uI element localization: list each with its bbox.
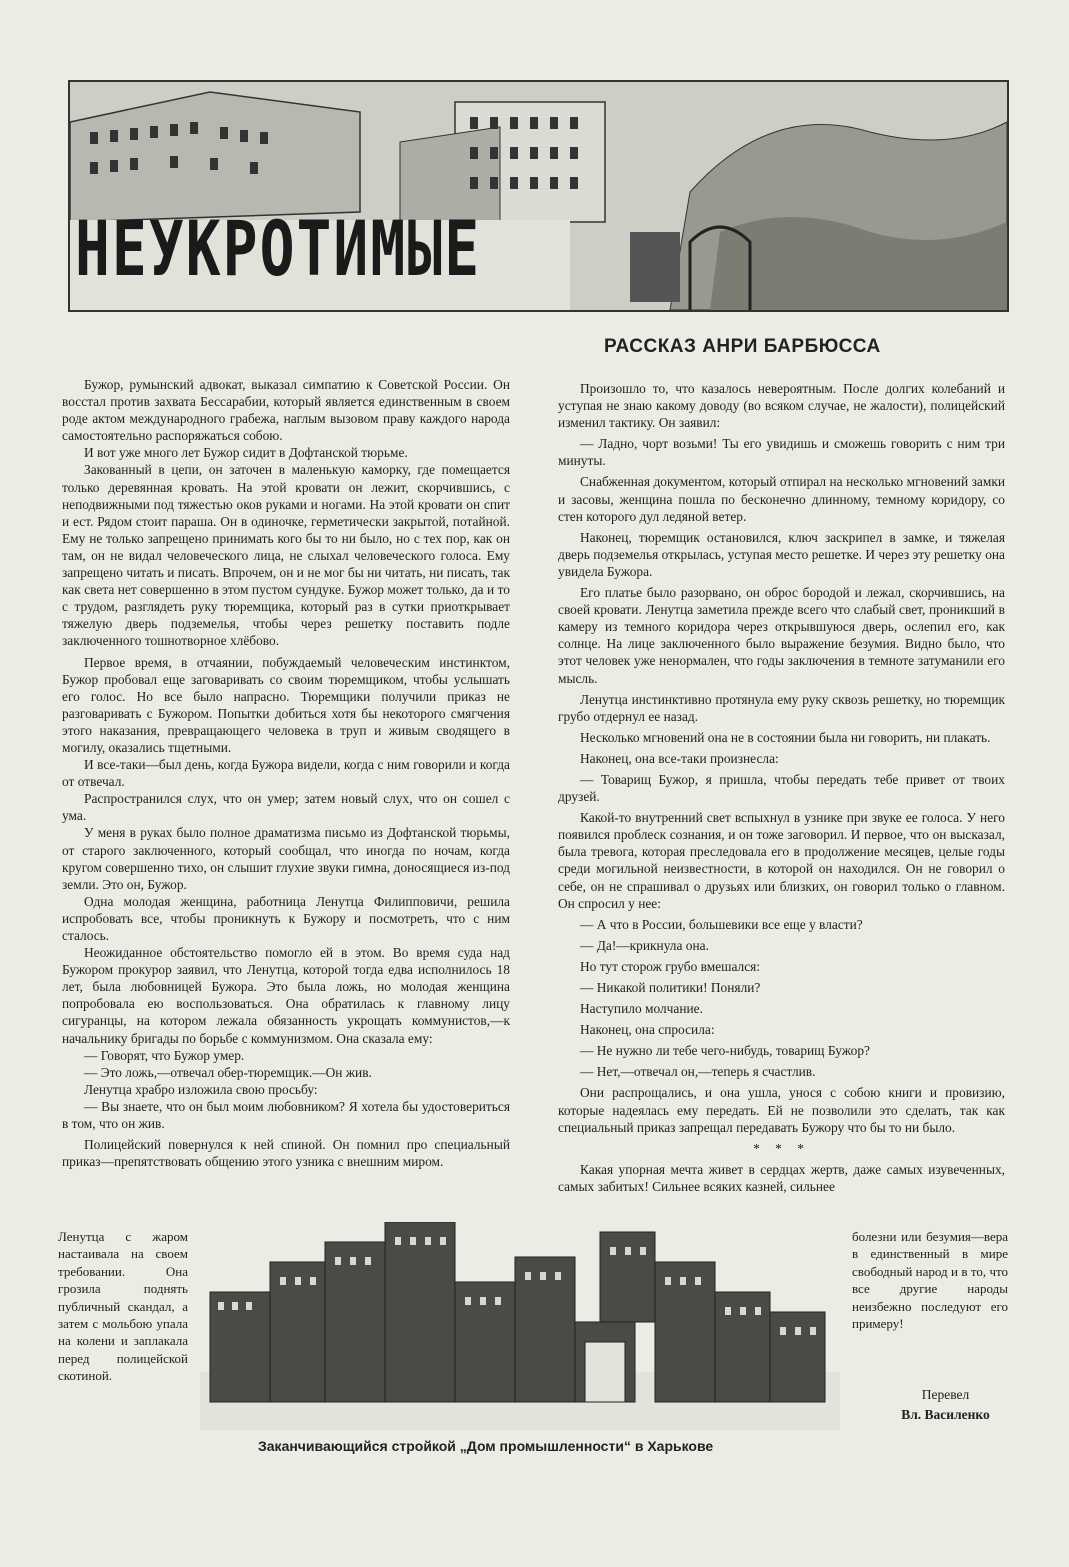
paragraph: Ленутца инстинктивно протянула ему руку сквозь решетку, но тюремщик грубо отдернул ее назад. xyxy=(558,691,1005,724)
paragraph: Его платье было разорвано, он оброс бородой и лежал, скорчившись, на своей кровати. Ленутца заметила прежде всего что слабый свет, проникший в камеру из темного коридора через открывшуюся дверь, ослепил его, как солнце. На лице заключенного было выражение безумия. Видно было, что этот человек уже ненормален, что годы заключения в темноте затуманили его мысль. xyxy=(558,585,1005,686)
paragraph: И вот уже много лет Бужор сидит в Дофтанской тюрьме. xyxy=(84,445,408,461)
building-illustration xyxy=(200,1222,840,1430)
translator-credit xyxy=(888,1385,1003,1425)
paragraph: Произошло то, что казалось невероятным. После долгих колебаний и уступая не знаю какому доводу (во всяком случае, не жалости), полицейский изменил тактику. Он заявил: xyxy=(558,381,1005,431)
paragraph: — Да!—крикнула она. xyxy=(580,937,709,953)
paragraph: — Товарищ Бужор, я пришла, чтобы передать тебе привет от твоих друзей. xyxy=(558,771,1005,805)
paragraph: Несколько мгновений она не в состоянии была ни говорить, ни плакать. xyxy=(580,729,991,745)
paragraph: Наконец, она все-таки произнесла: xyxy=(580,750,779,766)
paragraph: У меня в руках было полное драматизма письмо из Дофтанской тюрьмы, от старого заключенного, который сообщал, что иногда по ночам, когда кругом совершенно тихо, он слышит глухие звуки гимна, доносящиеся из-под земли. Это он, Бужор. xyxy=(62,825,510,892)
building-drawing xyxy=(200,1222,840,1430)
title-art: НЕУКРОТИМЫЕ xyxy=(75,205,482,294)
paragraph: Первое время, в отчаянии, побуждаемый человеческим инстинктом, Бужор пробовал еще заговаривать со своим тюремщиком, чтобы услышать его голос. Но все было напрасно. Тюремщики получили приказ не разговаривать с Бужором. Попытки добиться хотя бы некоторого смягчения этого наказания, превращающего человека в труп и живым сводящего в могилу, оказались тщетными. xyxy=(62,654,510,755)
right-column xyxy=(558,380,1005,1195)
paragraph: — Нет,—отвечал он,—теперь я счастлив. xyxy=(580,1064,816,1080)
paragraph: Наконец, она спросила: xyxy=(580,1022,715,1038)
paragraph: — Не нужно ли тебе чего-нибудь, товарищ Бужор? xyxy=(580,1043,870,1059)
paragraph: Закованный в цепи, он заточен в маленькую каморку, где помещается только деревянная кровать. На этой кровати он лежит, скорчившись, с неподвижными под тяжестью оков руками и ногами. На этой кровати он спит и ест. Рядом стоит параша. Он в одиночке, герметически закрытой, потайной. Ему не только запрещено принимать кого бы то ни было, но с тех пор, как он там, он не видал человеческого лица, не слыхал человеческого голоса. Ему запрещено читать и писать. Впрочем, он и не мог бы ни читать, ни писать, так как света нет совершенно в этом пустом сундуке. Бужор может только, да и то с трудом, разглядеть руку тюремщика, который раз в сутки приоткрывает тяжелую дверь подземелья, чтобы через решетку поставить подле заключенного тошнотворное хлёбово. xyxy=(62,462,510,649)
paragraph: Но тут сторож грубо вмешался: xyxy=(580,958,761,974)
paragraph: — Вы знаете, что он был моим любовником? Я хотела бы удостовериться в том, что он жив. xyxy=(62,1098,510,1132)
paragraph: Ленутца храбро изложила свою просьбу: xyxy=(84,1081,318,1097)
translator-label: Перевел xyxy=(921,1387,970,1402)
paragraph: — Ладно, чорт возьми! Ты его увидишь и сможешь говорить с ним три минуты. xyxy=(558,436,1005,469)
paragraph: Полицейский повернулся к ней спиной. Он помнил про специальный приказ—препятствовать общению этого узника с внешним миром. xyxy=(62,1137,510,1170)
paragraph: Какая упорная мечта живет в сердцах жертв, даже самых изувеченных, самых забитых! Сильнее всяких казней, сильнее xyxy=(558,1161,1005,1194)
section-divider: * * * xyxy=(753,1140,810,1156)
paragraph: Неожиданное обстоятельство помогло ей в этом. Во время суда над Бужором прокурор заявил, что Ленутца, которой тогда едва исполнилось 18 лет, была любовницей Бужора. Это была ложь, но молодая женщина попробовала ею воспользоваться. Она обратилась к главному лицу сигуранцы, на котором лежала обязанность укрощать коммунистов,—к начальнику бригады по борьбе с коммунизмом. Она сказала ему: xyxy=(62,945,510,1046)
story-subtitle: РАССКАЗ АНРИ БАРБЮССА xyxy=(604,336,881,357)
paragraph: Одна молодая женщина, работница Ленутца Филипповичи, решила испробовать все, чтобы проникнуть к Бужору и посмотреть, что с ним сталось. xyxy=(62,893,510,943)
bottom-right-text: болезни или безумия—вера в единственный в мире свободный народ и в то, что все другие народы неизбежно последуют его примеру! xyxy=(852,1229,1008,1332)
paragraph: Наступило молчание. xyxy=(580,1001,703,1017)
paragraph: Снабженная документом, который отпирал на несколько мгновений замки и засовы, женщина пошла по бесконечно длинному, темному коридору, со стен которого дул ледяной ветер. xyxy=(558,474,1005,524)
paragraph: Наконец, тюремщик остановился, ключ заскрипел в замке, и тяжелая дверь подземелья открылась, уступая место решетке. И через эту решетку она увидела Бужора. xyxy=(558,529,1005,579)
paragraph: Они распрощались, и она ушла, унося с собою книги и провизию, которые надеялась ему передать. Ей не позволили это сделать, так как специальный приказ запрещал передавать Бужору что бы то ни было. xyxy=(558,1085,1005,1135)
paragraph: — Говорят, что Бужор умер. xyxy=(84,1047,245,1063)
paragraph: Распространился слух, что он умер; затем новый слух, что он сошел с ума. xyxy=(62,791,510,824)
illustration-caption: Заканчивающийся стройкой „Дом промышленности“ в Харькове xyxy=(258,1438,714,1454)
paragraph: Какой-то внутренний свет вспыхнул в узнике при звуке ее голоса. У него появился проблеск сознания, и он тоже заговорил. И первое, что он высказал, была тревога, которая преследовала его в продолжение месяцев, целые годы среди могильной неизвестности, в которой он находился. Он не говорил о себе, он не спрашивал о друзьях или близких, он говорил только о главном. Он спросил у нее: xyxy=(558,810,1005,911)
translator-name: Вл. Василенко xyxy=(901,1407,990,1422)
bottom-left-text: Ленутца с жаром настаивала на своем требовании. Она грозила поднять публичный скандал, а затем с мольбою упала на колени и заплакала перед полицейской скотиной. xyxy=(58,1229,188,1384)
paragraph: — Это ложь,—отвечал обер-тюремщик.—Он жив. xyxy=(84,1064,372,1080)
paragraph: Бужор, румынский адвокат, выказал симпатию к Советской России. Он восстал против захвата Бессарабии, который является единственным в своем роде актом международного грабежа, наглым вызовом праву каждого народа самостоятельно распоряжаться собою. xyxy=(62,377,510,444)
paragraph: — Никакой политики! Поняли? xyxy=(580,980,761,995)
left-column xyxy=(62,376,510,1170)
paragraph: — А что в России, большевики все еще у власти? xyxy=(580,916,863,932)
paragraph: И все-таки—был день, когда Бужора видели, когда с ним говорили и когда от отвечал. xyxy=(62,757,510,790)
